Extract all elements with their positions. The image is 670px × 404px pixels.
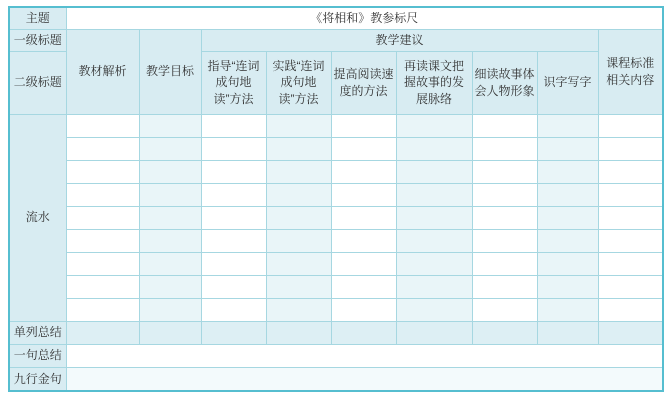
empty-cell <box>537 321 598 344</box>
empty-cell <box>598 252 663 275</box>
empty-cell <box>139 183 201 206</box>
empty-cell <box>201 298 266 321</box>
empty-cell <box>139 137 201 160</box>
empty-cell <box>331 160 396 183</box>
empty-cell <box>139 206 201 229</box>
column-header-teaching-goals: 教学目标 <box>139 29 201 114</box>
empty-cell <box>396 275 472 298</box>
column-header-reading-speed: 提高阅读速度的方法 <box>331 51 396 114</box>
empty-cell <box>472 321 537 344</box>
group-header-teaching-suggestions: 教学建议 <box>201 29 598 51</box>
flow-row <box>9 183 663 206</box>
empty-cell <box>201 275 266 298</box>
empty-cell <box>66 344 663 367</box>
column-header-curriculum-standard: 课程标准相关内容 <box>598 29 663 114</box>
empty-cell <box>266 321 331 344</box>
empty-cell <box>331 206 396 229</box>
empty-cell <box>396 183 472 206</box>
empty-cell <box>201 206 266 229</box>
table-title: 《将相和》教参标尺 <box>66 7 663 29</box>
empty-cell <box>537 183 598 206</box>
empty-cell <box>331 275 396 298</box>
empty-cell <box>472 275 537 298</box>
flow-row <box>9 137 663 160</box>
level1-row <box>9 29 663 51</box>
empty-cell <box>266 275 331 298</box>
empty-cell <box>66 298 139 321</box>
empty-cell <box>201 160 266 183</box>
empty-cell <box>331 114 396 137</box>
empty-cell <box>266 298 331 321</box>
empty-cell <box>266 206 331 229</box>
empty-cell <box>537 160 598 183</box>
empty-cell <box>266 137 331 160</box>
flow-row-label: 流水 <box>9 114 66 321</box>
level2-row-label: 二级标题 <box>9 51 66 114</box>
empty-cell <box>472 229 537 252</box>
empty-cell <box>598 206 663 229</box>
column-header-material-analysis: 教材解析 <box>66 29 139 114</box>
empty-cell <box>201 137 266 160</box>
empty-cell <box>139 229 201 252</box>
empty-cell <box>66 114 139 137</box>
empty-cell <box>331 298 396 321</box>
empty-cell <box>66 206 139 229</box>
empty-cell <box>139 275 201 298</box>
flow-row <box>9 229 663 252</box>
empty-cell <box>139 298 201 321</box>
empty-cell <box>472 298 537 321</box>
empty-cell <box>472 137 537 160</box>
column-summary-row <box>9 321 663 344</box>
theme-row <box>9 7 663 29</box>
empty-cell <box>472 114 537 137</box>
empty-cell <box>139 160 201 183</box>
empty-cell <box>598 275 663 298</box>
empty-cell <box>139 252 201 275</box>
sentence-summary-label: 一句总结 <box>9 344 66 367</box>
empty-cell <box>201 183 266 206</box>
empty-cell <box>66 229 139 252</box>
golden-lines-label: 九行金句 <box>9 367 66 391</box>
empty-cell <box>396 160 472 183</box>
empty-cell <box>396 114 472 137</box>
empty-cell <box>331 137 396 160</box>
flow-row <box>9 252 663 275</box>
empty-cell <box>472 206 537 229</box>
empty-cell <box>598 114 663 137</box>
sentence-summary-row <box>9 344 663 367</box>
empty-cell <box>266 114 331 137</box>
teaching-reference-table <box>8 6 664 392</box>
empty-cell <box>396 298 472 321</box>
empty-cell <box>396 252 472 275</box>
empty-cell <box>66 183 139 206</box>
empty-cell <box>266 252 331 275</box>
empty-cell <box>201 114 266 137</box>
empty-cell <box>537 298 598 321</box>
empty-cell <box>201 229 266 252</box>
theme-row-label: 主题 <box>9 7 66 29</box>
empty-cell <box>66 252 139 275</box>
empty-cell <box>537 137 598 160</box>
empty-cell <box>331 252 396 275</box>
column-header-guide-reading-method: 指导“连词成句地读”方法 <box>201 51 266 114</box>
empty-cell <box>66 275 139 298</box>
empty-cell <box>66 367 663 391</box>
empty-cell <box>598 298 663 321</box>
empty-cell <box>66 137 139 160</box>
column-header-literacy-writing: 识字写字 <box>537 51 598 114</box>
empty-cell <box>537 229 598 252</box>
flow-row <box>9 160 663 183</box>
empty-cell <box>66 160 139 183</box>
empty-cell <box>537 252 598 275</box>
empty-cell <box>331 183 396 206</box>
column-summary-label: 单列总结 <box>9 321 66 344</box>
empty-cell <box>537 114 598 137</box>
empty-cell <box>598 160 663 183</box>
empty-cell <box>472 183 537 206</box>
flow-row <box>9 206 663 229</box>
empty-cell <box>598 229 663 252</box>
empty-cell <box>266 183 331 206</box>
column-header-character-image: 细读故事体会人物形象 <box>472 51 537 114</box>
level1-row-label: 一级标题 <box>9 29 66 51</box>
empty-cell <box>266 229 331 252</box>
empty-cell <box>396 321 472 344</box>
empty-cell <box>139 321 201 344</box>
empty-cell <box>396 206 472 229</box>
empty-cell <box>201 252 266 275</box>
golden-lines-row <box>9 367 663 391</box>
empty-cell <box>201 321 266 344</box>
empty-cell <box>537 206 598 229</box>
flow-row <box>9 275 663 298</box>
empty-cell <box>598 137 663 160</box>
empty-cell <box>472 252 537 275</box>
column-header-story-structure: 再读课文把握故事的发展脉络 <box>396 51 472 114</box>
empty-cell <box>331 321 396 344</box>
empty-cell <box>396 137 472 160</box>
empty-cell <box>139 114 201 137</box>
empty-cell <box>537 275 598 298</box>
column-header-practice-reading-method: 实践“连词成句地读”方法 <box>266 51 331 114</box>
empty-cell <box>598 183 663 206</box>
empty-cell <box>266 160 331 183</box>
empty-cell <box>396 229 472 252</box>
empty-cell <box>331 229 396 252</box>
flow-row <box>9 114 663 137</box>
empty-cell <box>598 321 663 344</box>
flow-row <box>9 298 663 321</box>
empty-cell <box>472 160 537 183</box>
empty-cell <box>66 321 139 344</box>
